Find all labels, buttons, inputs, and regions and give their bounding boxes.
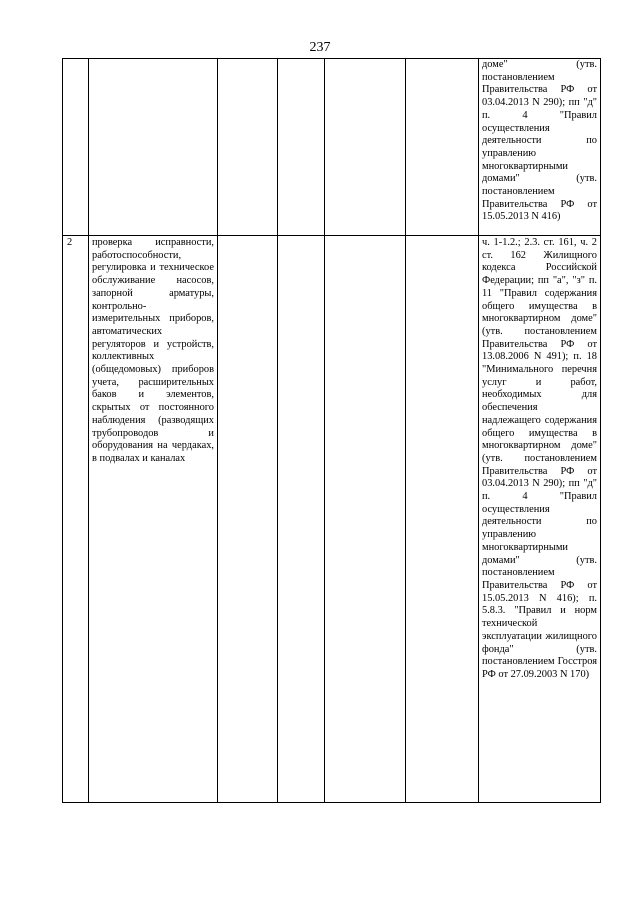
empty-cell — [325, 236, 406, 803]
row-number-cell — [63, 59, 89, 236]
page-number: 237 — [309, 40, 331, 55]
work-description-cell — [89, 59, 218, 236]
empty-cell — [406, 59, 479, 236]
table-row — [63, 59, 601, 236]
table-row — [63, 236, 601, 803]
empty-cell — [406, 236, 479, 803]
empty-cell — [278, 236, 325, 803]
empty-cell — [325, 59, 406, 236]
empty-cell — [218, 236, 278, 803]
empty-cell — [278, 59, 325, 236]
empty-cell — [218, 59, 278, 236]
work-description-cell: проверка исправности, работоспособности, регулировка и техническое обслуживание насосов, запорной арматуры, контрольно-измерительных приборов, автоматических регуляторов и устройств, коллективных (общедомовых) приборов учета, расширительных баков и элементов, скрытых от постоянного наблюдения (разводящих трубопроводов и оборудования на чердаках, в подвалах и каналах — [89, 236, 218, 803]
document-table — [62, 58, 601, 803]
legal-basis-cell: доме" (утв. постановлением Правительства РФ от 03.04.2013 N 290); пп "д" п. 4 "Правил осуществления деятельности по управлению многоквартирными домами" (утв. постановлением Правительства РФ от 15.05.2013 N 416) — [479, 59, 601, 236]
legal-basis-cell: ч. 1-1.2.; 2.3. ст. 161, ч. 2 ст. 162 Жилищного кодекса Российской Федерации; пп "а", "з" п. 11 "Правил содержания общего имущества в многоквартирном доме" (утв. постановлением Правительства РФ от 13.08.2006 N 491); п. 18 "Минимального перечня услуг и работ, необходимых для обеспечения надлежащего содержания общего имущества в многоквартирном доме" (утв. постановлением Правительства РФ от 03.04.2013 N 290); пп "д" п. 4 "Правил осуществления деятельности по управлению многоквартирными домами" (утв. постановлением Правительства РФ от 15.05.2013 N 416); п. 5.8.3. "Правил и норм технической эксплуатации жилищного фонда" (утв. постановлением Госстроя РФ от 27.09.2003 N 170) — [479, 236, 601, 803]
row-number-cell: 2 — [63, 236, 89, 803]
